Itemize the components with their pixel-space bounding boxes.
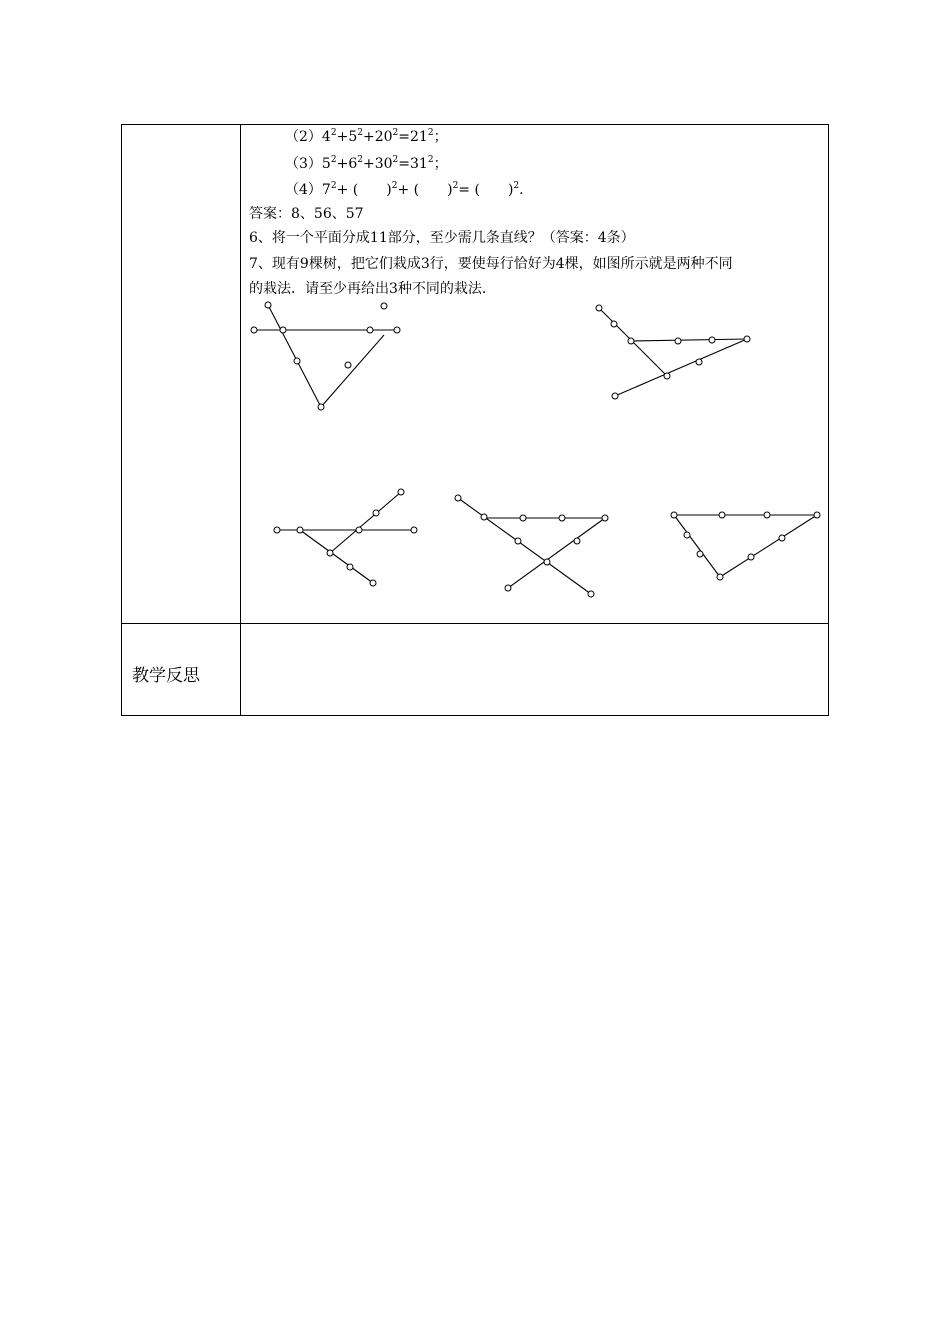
reflection-label: 教学反思 — [132, 666, 200, 686]
tree-planting-diagrams — [122, 125, 830, 623]
figure-c-tree — [373, 510, 379, 516]
figure-b-tree — [696, 359, 702, 365]
answer-line: 答案：8、56、57 — [249, 206, 364, 222]
equation-2: $(2)4^2+5^2+20^2=21^2$； — [285, 128, 448, 145]
row-divider — [122, 623, 828, 624]
figure-d-tree — [481, 514, 487, 520]
figure-c-tree — [274, 527, 280, 533]
figure-b-slanted-triangle — [596, 305, 750, 399]
figure-b-tree — [596, 305, 602, 311]
figure-b-tree — [611, 321, 617, 327]
figure-e-tree — [697, 551, 703, 557]
figure-e-tree — [764, 512, 770, 518]
figure-a-tree — [280, 327, 286, 333]
figure-d-tree — [574, 538, 580, 544]
figure-a-inverted-triangle — [251, 302, 400, 410]
figure-d-x-with-bar — [455, 495, 608, 597]
figure-c-crossing-lines — [274, 489, 417, 586]
lesson-table — [121, 124, 829, 716]
figure-e-tree — [717, 574, 723, 580]
figure-c-tree — [411, 527, 417, 533]
figure-b-tree — [744, 336, 750, 342]
figure-b-tree — [675, 338, 681, 344]
figure-a-tree — [251, 327, 257, 333]
figure-a-tree — [381, 303, 387, 309]
figure-d-tree — [602, 515, 608, 521]
figure-c-tree — [347, 564, 353, 570]
figure-c-tree — [398, 489, 404, 495]
figure-e-tree — [748, 554, 754, 560]
figure-a-tree — [318, 404, 324, 410]
figure-d-tree — [520, 515, 526, 521]
figure-c-line-falling — [300, 530, 373, 583]
figure-a-tree — [345, 362, 351, 368]
figure-e-tree — [814, 512, 820, 518]
figure-d-tree — [544, 559, 550, 565]
figure-a-tree — [394, 327, 400, 333]
figure-c-tree — [327, 550, 333, 556]
figure-a-line-right — [321, 335, 384, 407]
figure-a-tree — [265, 302, 271, 308]
figure-b-line-bottom — [615, 339, 747, 396]
figure-d-tree — [505, 585, 511, 591]
figure-e-tree — [779, 535, 785, 541]
figure-c-line-rising — [330, 492, 401, 553]
figure-c-tree — [297, 527, 303, 533]
figure-e-tree — [719, 512, 725, 518]
figure-e-line-right — [720, 515, 817, 577]
figure-d-tree — [559, 515, 565, 521]
figure-d-tree — [455, 495, 461, 501]
figure-e-tree — [684, 532, 690, 538]
figure-e-line-left — [674, 515, 720, 577]
figure-d-line-left — [458, 498, 591, 594]
figure-a-line-left — [268, 305, 321, 407]
figure-b-line-top — [631, 339, 747, 341]
figure-a-tree — [367, 327, 373, 333]
figure-d-line-right — [508, 518, 605, 588]
figure-b-tree — [709, 337, 715, 343]
figure-c-tree — [356, 527, 362, 533]
figure-c-tree — [370, 580, 376, 586]
equation-4: $(4)7^2+$ ( )$^2$+ ( )$^2$= ( )$^2$. — [285, 181, 524, 198]
figure-e-triangle — [671, 512, 820, 580]
figure-b-tree — [628, 338, 634, 344]
figure-a-tree — [294, 358, 300, 364]
figure-d-tree — [588, 591, 594, 597]
question-7-line2: 的栽法．请至少再给出3种不同的栽法． — [249, 281, 496, 297]
figure-b-tree — [612, 393, 618, 399]
equation-3: $(3)5^2+6^2+30^2=31^2$； — [285, 155, 448, 172]
figure-d-tree — [515, 538, 521, 544]
question-7-line1: 7、现有9棵树，把它们栽成3行，要使每行恰好为4棵，如图所示就是两种不同 — [249, 256, 733, 272]
figure-b-tree — [664, 373, 670, 379]
figure-e-tree — [671, 512, 677, 518]
question-6: 6、将一个平面分成11部分，至少需几条直线？（答案：4条） — [249, 230, 635, 246]
